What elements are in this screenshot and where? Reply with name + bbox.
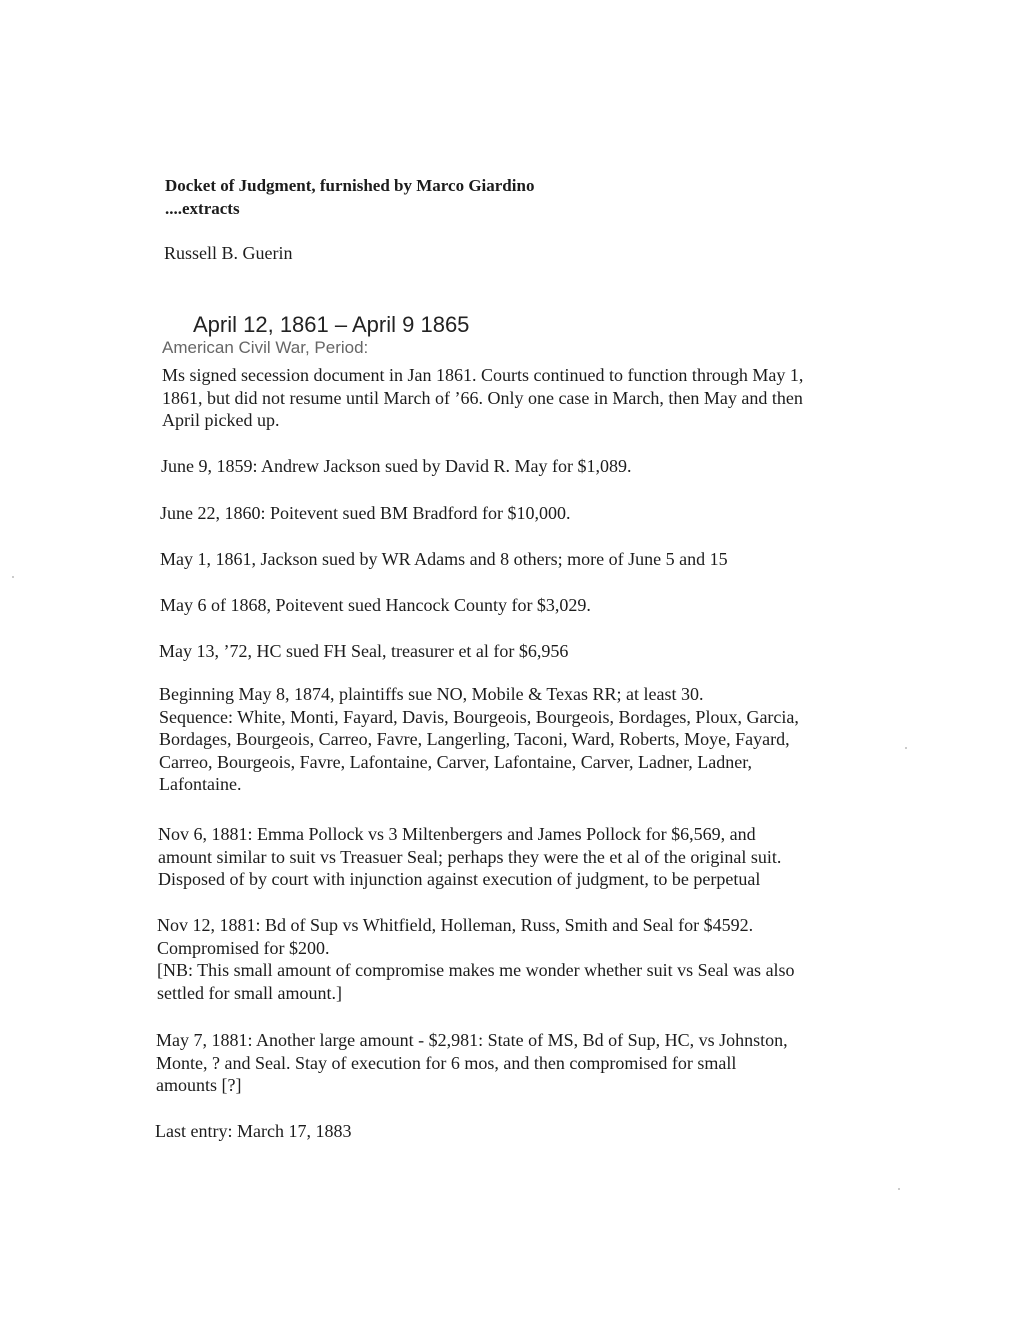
bd-sup-line: Compromised for $200. [157, 937, 330, 958]
document-title: Docket of Judgment, furnished by Marco Giardino [165, 176, 535, 195]
author-name: Russell B. Guerin [164, 243, 293, 263]
entry-1860: June 22, 1860: Poitevent sued BM Bradford for $10,000. [160, 503, 571, 523]
rr-suits-line: Sequence: White, Monti, Fayard, Davis, Bourgeois, Bourgeois, Bordages, Ploux, Garcia, [159, 706, 799, 727]
rr-suits-line: Carreo, Bourgeois, Favre, Lafontaine, Carver, Lafontaine, Carver, Ladner, Ladner, [159, 751, 753, 772]
scan-speck [905, 747, 907, 749]
period-dates: April 12, 1861 – April 9 1865 [193, 312, 470, 337]
intro-paragraph [162, 364, 803, 432]
rr-suits-paragraph [159, 683, 799, 796]
johnston-paragraph [156, 1029, 788, 1097]
pollock-paragraph [158, 823, 781, 891]
scan-speck [898, 1188, 900, 1190]
entry-1872: May 13, ’72, HC sued FH Seal, treasurer et al for $6,956 [159, 641, 569, 661]
johnston-line: May 7, 1881: Another large amount - $2,981: State of MS, Bd of Sup, HC, vs Johnston, [156, 1030, 788, 1050]
bd-sup-line: [NB: This small amount of compromise makes me wonder whether suit vs Seal was also [157, 960, 795, 980]
bd-sup-paragraph [157, 914, 795, 1004]
intro-line: April picked up. [162, 410, 280, 430]
rr-suits-line: Lafontaine. [159, 774, 242, 794]
bd-sup-line: Nov 12, 1881: Bd of Sup vs Whitfield, Holleman, Russ, Smith and Seal for $4592. [157, 915, 754, 935]
pollock-line: Nov 6, 1881: Emma Pollock vs 3 Miltenbergers and James Pollock for $6,569, and [158, 824, 756, 844]
entry-1859: June 9, 1859: Andrew Jackson sued by David R. May for $1,089. [161, 456, 632, 476]
rr-suits-line: Beginning May 8, 1874, plaintiffs sue NO, Mobile & Texas RR; at least 30. [159, 684, 704, 704]
rr-suits-line: Bordages, Bourgeois, Carreo, Favre, Langerling, Taconi, Ward, Roberts, Moye, Fayard, [159, 729, 790, 749]
intro-line: Ms signed secession document in Jan 1861. Courts continued to function through May 1, [162, 365, 804, 385]
intro-line: 1861, but did not resume until March of ’66. Only one case in March, then May and then [162, 387, 803, 408]
last-entry: Last entry: March 17, 1883 [155, 1121, 352, 1141]
scan-speck [12, 576, 14, 578]
document-subtitle: ....extracts [165, 199, 240, 218]
pollock-line: amount similar to suit vs Treasuer Seal; perhaps they were the et al of the original suit. [158, 846, 782, 867]
entry-1868: May 6 of 1868, Poitevent sued Hancock County for $3,029. [160, 595, 591, 615]
period-label: American Civil War, Period: [162, 338, 369, 357]
johnston-line: amounts [?] [156, 1075, 242, 1095]
johnston-line: Monte, ? and Seal. Stay of execution for 6 mos, and then compromised for small [156, 1052, 737, 1073]
pollock-line: Disposed of by court with injunction against execution of judgment, to be perpetual [158, 869, 761, 889]
entry-1861: May 1, 1861, Jackson sued by WR Adams and 8 others; more of June 5 and 15 [160, 549, 728, 569]
bd-sup-line: settled for small amount.] [157, 982, 342, 1003]
